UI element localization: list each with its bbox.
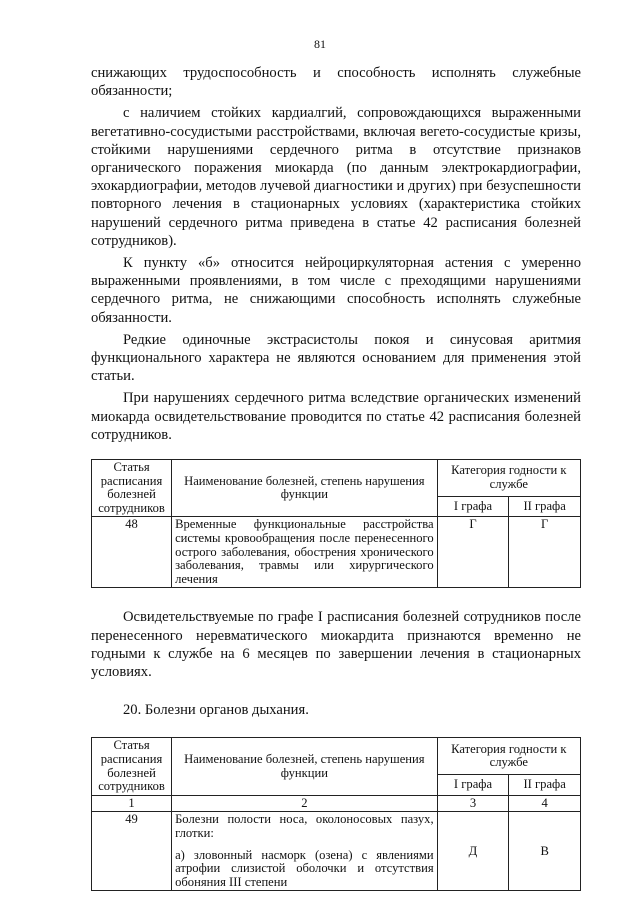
cell-graph-2: Г <box>509 517 581 588</box>
column-number-3: 3 <box>437 795 509 812</box>
header-graph-1: I графа <box>437 775 509 795</box>
section-title: 20. Болезни органов дыхания. <box>123 702 309 719</box>
cell-article: 49 <box>92 812 172 891</box>
paragraph-5: При нарушениях сердечного ритма вследствие органических изменений миокарда освидетельствование проводится по статье 42 расписания болезней сотрудников. <box>91 390 581 443</box>
table-row <box>92 517 581 588</box>
cell-graph-1: Д <box>437 812 509 891</box>
paragraph-2: с наличием стойких кардиалгий, сопровождающихся выраженными вегетативно-сосудистыми расстройствами, включая вегето-сосудистые кризы, стойкими нарушениями сердечного ритма в отсутствие признаков органического поражения миокарда (по данным электрокардиографии, эхокардиографии, методов лучевой диагностики и других) при безуспешности повторного лечения в стационарных условиях (характеристика стойких нарушений сердечного ритма приведена в статье 42 расписания болезней сотрудников). <box>91 105 581 249</box>
cell-graph-1: Г <box>437 517 509 588</box>
header-graph-2: II графа <box>509 775 581 795</box>
column-numbers-row <box>92 795 581 812</box>
column-number-4: 4 <box>509 795 581 812</box>
paragraph-3: К пункту «б» относится нейроциркуляторная астения с умеренно выраженными проявлениями, в том числе с преходящими нарушениями сердечного ритма, не снижающими способность исполнять служебные обязанности. <box>91 255 581 326</box>
header-category: Категория годности к службе <box>437 738 580 775</box>
table-row <box>92 812 581 891</box>
header-category: Категория годности к службе <box>437 460 580 497</box>
page-number: 81 <box>314 37 326 51</box>
column-number-1: 1 <box>92 795 172 812</box>
paragraph-1: снижающих трудоспособность и способность исполнять служебные обязанности; <box>91 65 581 100</box>
document-body <box>91 64 581 891</box>
diseases-table-49 <box>91 737 581 891</box>
cell-name <box>172 812 438 891</box>
cell-name-sub: а) зловонный насморк (озена) с явлениями атрофии слизистой оболочки и отсутствия обоняния III степени <box>175 847 434 889</box>
header-name: Наименование болезней, степень нарушения функции <box>172 460 438 517</box>
cell-name-main: Болезни полости носа, околоносовых пазух, глотки: <box>175 812 434 840</box>
header-graph-1: I графа <box>437 497 509 517</box>
diseases-table-48 <box>91 459 581 588</box>
header-article: Статья расписания болезней сотрудников <box>92 738 172 795</box>
header-name: Наименование болезней, степень нарушения функции <box>172 738 438 795</box>
paragraph-4: Редкие одиночные экстрасистолы покоя и синусовая аритмия функционального характера не являются основанием для применения этой статьи. <box>91 331 581 385</box>
cell-name: Временные функциональные расстройства системы кровообращения после перенесенного острого заболевания, обострения хронического заболевания, травмы или хирургического лечения <box>172 517 438 588</box>
cell-graph-2: В <box>509 812 581 891</box>
header-article: Статья расписания болезней сотрудников <box>92 460 172 517</box>
column-number-2: 2 <box>172 795 438 812</box>
header-graph-2: II графа <box>509 497 581 517</box>
cell-article: 48 <box>92 517 172 588</box>
paragraph-after-table: Освидетельствуемые по графе I расписания болезней сотрудников после перенесенного неревматического миокардита признаются временно не годными к службе на 6 месяцев по завершении лечения в стационарных условиях. <box>91 609 581 681</box>
